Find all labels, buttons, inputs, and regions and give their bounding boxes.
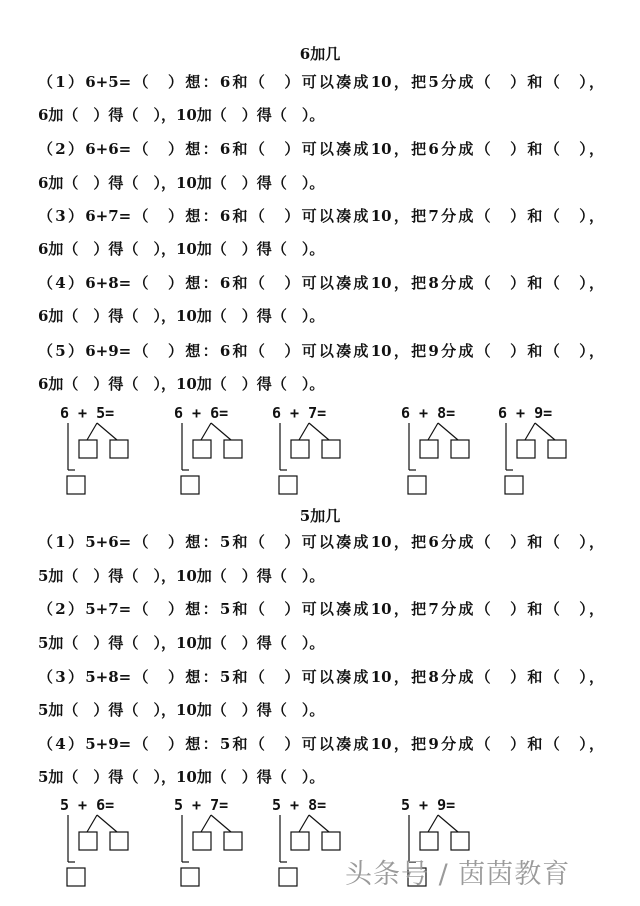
answer-box xyxy=(420,832,438,850)
answer-box xyxy=(279,476,297,494)
decomposition-diagram xyxy=(401,404,501,496)
decomposition-diagram xyxy=(272,404,372,496)
answer-box xyxy=(224,832,242,850)
equation: 5 + 9= xyxy=(401,796,456,814)
split-line-right xyxy=(97,423,117,440)
decomposition-svg xyxy=(60,404,160,496)
section-6-q1-line2: 6加（ ）得（ ），10加（ ）得（ ）。 xyxy=(38,106,325,124)
section-6-q5-line1: （5）6+9=（ ）想：6和（ ）可以凑成10，把9分成（ ）和（ ）， xyxy=(38,342,604,360)
split-line-left xyxy=(525,423,535,440)
section-5-q2-line2: 5加（ ）得（ ），10加（ ）得（ ）。 xyxy=(38,634,325,652)
answer-box xyxy=(451,832,469,850)
equation: 6 + 7= xyxy=(272,404,327,422)
section-5-q3-line1: （3）5+8=（ ）想：5和（ ）可以凑成10，把8分成（ ）和（ ）， xyxy=(38,668,604,686)
split-line-right xyxy=(535,423,555,440)
section-5-q3-line2: 5加（ ）得（ ），10加（ ）得（ ）。 xyxy=(38,701,325,719)
split-line-right xyxy=(211,423,231,440)
section-6-q4-line2: 6加（ ）得（ ），10加（ ）得（ ）。 xyxy=(38,307,325,325)
answer-box xyxy=(110,832,128,850)
equation: 6 + 6= xyxy=(174,404,229,422)
section-5-q2-line1: （2）5+7=（ ）想：5和（ ）可以凑成10，把7分成（ ）和（ ）， xyxy=(38,600,604,618)
decomposition-diagram xyxy=(498,404,598,496)
decomposition-svg xyxy=(174,796,274,888)
split-line-left xyxy=(87,423,97,440)
section-6-title: 6加几 xyxy=(299,45,341,63)
answer-box xyxy=(224,440,242,458)
section-5-q1-line2: 5加（ ）得（ ），10加（ ）得（ ）。 xyxy=(38,567,325,585)
split-line-left xyxy=(87,815,97,832)
split-line-right xyxy=(97,815,117,832)
answer-box xyxy=(67,868,85,886)
answer-box xyxy=(548,440,566,458)
split-line-right xyxy=(309,423,329,440)
answer-box xyxy=(279,868,297,886)
decomposition-diagram xyxy=(60,796,160,888)
answer-box xyxy=(193,440,211,458)
decomposition-svg xyxy=(401,404,501,496)
section-6-q2-line1: （2）6+6=（ ）想：6和（ ）可以凑成10，把6分成（ ）和（ ）， xyxy=(38,140,604,158)
answer-box xyxy=(181,476,199,494)
answer-box xyxy=(517,440,535,458)
section-6-q2-line2: 6加（ ）得（ ），10加（ ）得（ ）。 xyxy=(38,174,325,192)
split-line-right xyxy=(438,423,458,440)
split-line-left xyxy=(201,423,211,440)
section-5-title: 5加几 xyxy=(299,507,341,525)
split-line-left xyxy=(428,423,438,440)
answer-box xyxy=(322,832,340,850)
split-line-right xyxy=(309,815,329,832)
equation: 6 + 9= xyxy=(498,404,553,422)
equation: 5 + 8= xyxy=(272,796,327,814)
answer-box xyxy=(79,832,97,850)
split-line-right xyxy=(438,815,458,832)
section-5-q1-line1: （1）5+6=（ ）想：5和（ ）可以凑成10，把6分成（ ）和（ ）， xyxy=(38,533,604,551)
equation: 5 + 6= xyxy=(60,796,115,814)
answer-box xyxy=(79,440,97,458)
decomposition-diagram xyxy=(174,796,274,888)
decomposition-diagram xyxy=(174,404,274,496)
split-line-left xyxy=(428,815,438,832)
decomposition-svg xyxy=(498,404,598,496)
equation: 5 + 7= xyxy=(174,796,229,814)
answer-box xyxy=(291,832,309,850)
decomposition-svg xyxy=(174,404,274,496)
section-6-q3-line1: （3）6+7=（ ）想：6和（ ）可以凑成10，把7分成（ ）和（ ）， xyxy=(38,207,604,225)
watermark: 头条号 / 茵茵教育 xyxy=(345,859,571,890)
answer-box xyxy=(181,868,199,886)
split-line-left xyxy=(201,815,211,832)
equation: 6 + 5= xyxy=(60,404,115,422)
section-6-q3-line2: 6加（ ）得（ ），10加（ ）得（ ）。 xyxy=(38,240,325,258)
answer-box xyxy=(110,440,128,458)
split-line-right xyxy=(211,815,231,832)
decomposition-svg xyxy=(60,796,160,888)
answer-box xyxy=(193,832,211,850)
answer-box xyxy=(451,440,469,458)
section-5-q4-line2: 5加（ ）得（ ），10加（ ）得（ ）。 xyxy=(38,768,325,786)
answer-box xyxy=(505,476,523,494)
section-5-q4-line1: （4）5+9=（ ）想：5和（ ）可以凑成10，把9分成（ ）和（ ）， xyxy=(38,735,604,753)
split-line-left xyxy=(299,815,309,832)
section-6-q4-line1: （4）6+8=（ ）想：6和（ ）可以凑成10，把8分成（ ）和（ ）， xyxy=(38,274,604,292)
section-6-diagrams xyxy=(0,404,640,494)
split-line-left xyxy=(299,423,309,440)
decomposition-svg xyxy=(272,404,372,496)
answer-box xyxy=(291,440,309,458)
answer-box xyxy=(408,476,426,494)
answer-box xyxy=(420,440,438,458)
decomposition-diagram xyxy=(60,404,160,496)
section-6-q1-line1: （1）6+5=（ ）想：6和（ ）可以凑成10，把5分成（ ）和（ ）， xyxy=(38,73,604,91)
answer-box xyxy=(67,476,85,494)
equation: 6 + 8= xyxy=(401,404,456,422)
answer-box xyxy=(322,440,340,458)
section-6-q5-line2: 6加（ ）得（ ），10加（ ）得（ ）。 xyxy=(38,375,325,393)
